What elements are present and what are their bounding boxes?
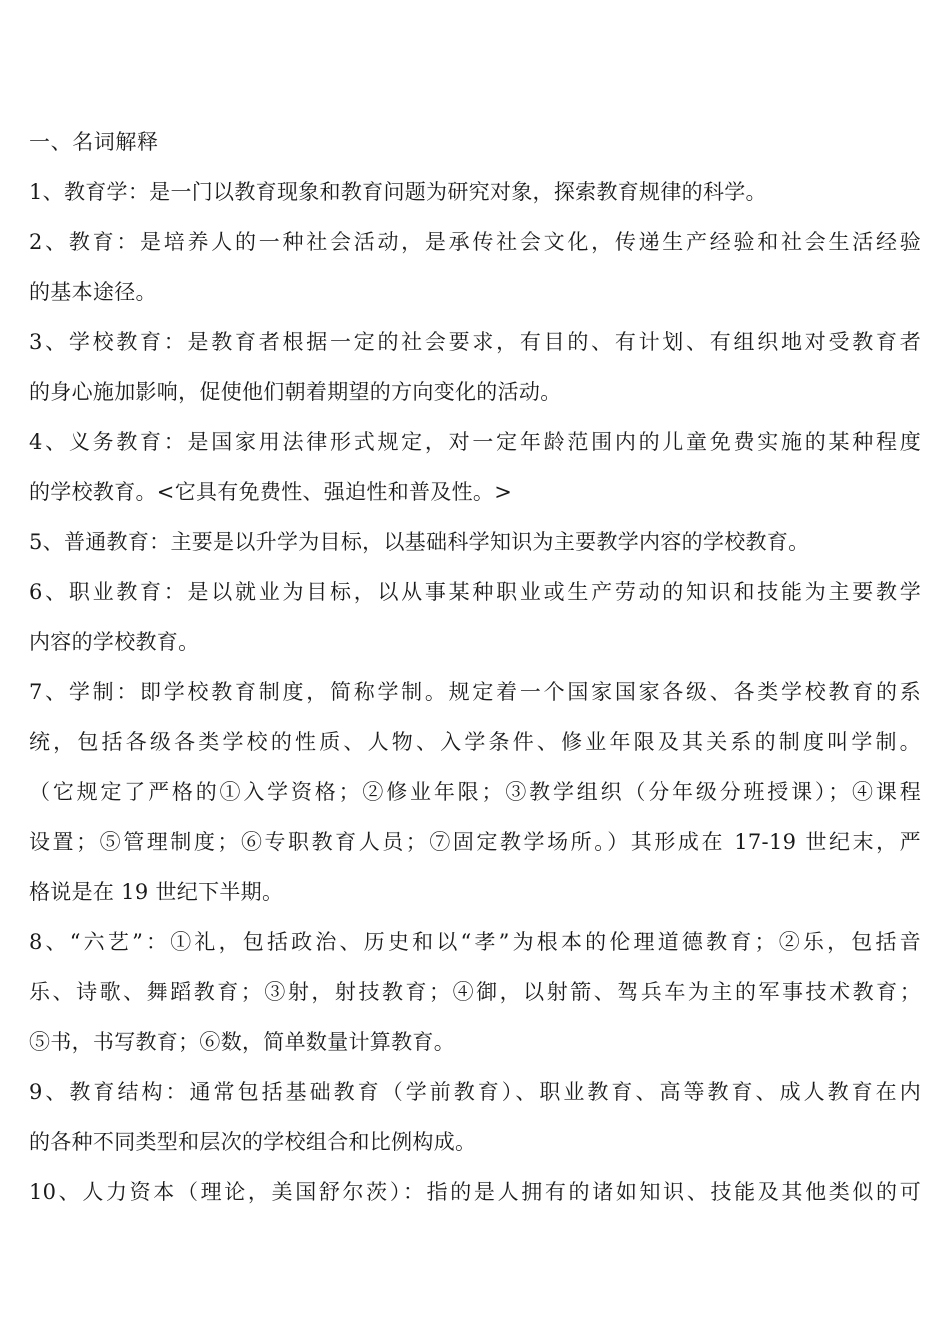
text-line: 10、人力资本（理论，美国舒尔茨）：指的是人拥有的诸如知识、技能及其他类似的可 <box>29 1180 921 1204</box>
text-line: 的学校教育。<它具有免费性、强迫性和普及性。> <box>29 480 513 504</box>
text-line: 统，包括各级各类学校的性质、人物、入学条件、修业年限及其关系的制度叫学制。 <box>29 730 921 754</box>
text-line: 7、学制：即学校教育制度，简称学制。规定着一个国家国家各级、各类学校教育的系 <box>29 680 921 704</box>
text-line: 4、义务教育：是国家用法律形式规定，对一定年龄范围内的儿童免费实施的某种程度 <box>29 430 921 454</box>
text-line: 5、普通教育：主要是以升学为目标，以基础科学知识为主要教学内容的学校教育。 <box>29 530 810 554</box>
text-line: 9、教育结构：通常包括基础教育（学前教育）、职业教育、高等教育、成人教育在内 <box>29 1080 921 1104</box>
document-body <box>29 167 921 1217</box>
text-line: ⑤书，书写教育；⑥数，简单数量计算教育。 <box>29 1030 455 1054</box>
text-line: 3、学校教育：是教育者根据一定的社会要求，有目的、有计划、有组织地对受教育者 <box>29 330 921 354</box>
text-line: 格说是在 19 世纪下半期。 <box>29 880 284 904</box>
text-line: 2、教育：是培养人的一种社会活动，是承传社会文化，传递生产经验和社会生活经验 <box>29 230 921 254</box>
text-line: 内容的学校教育。 <box>29 630 200 654</box>
text-line: 8、“六艺”：①礼，包括政治、历史和以“孝”为根本的伦理道德教育；②乐，包括音 <box>29 930 921 954</box>
text-line: 1、教育学：是一门以教育现象和教育问题为研究对象，探索教育规律的科学。 <box>29 180 767 204</box>
text-line: 的基本途径。 <box>29 280 157 304</box>
text-line: 的各种不同类型和层次的学校组合和比例构成。 <box>29 1130 477 1154</box>
section-heading: 一、名词解释 <box>29 130 159 154</box>
text-line: 的身心施加影响，促使他们朝着期望的方向变化的活动。 <box>29 380 562 404</box>
text-line: 乐、诗歌、舞蹈教育；③射，射技教育；④御，以射箭、驾兵车为主的军事技术教育； <box>29 980 921 1004</box>
text-line: （它规定了严格的①入学资格；②修业年限；③教学组织（分年级分班授课）；④课程 <box>29 780 921 804</box>
document-page <box>29 117 921 1217</box>
text-line: 6、职业教育：是以就业为目标，以从事某种职业或生产劳动的知识和技能为主要教学 <box>29 580 921 604</box>
text-line: 设置；⑤管理制度；⑥专职教育人员；⑦固定教学场所。）其形成在 17-19 世纪末，严 <box>29 830 921 854</box>
